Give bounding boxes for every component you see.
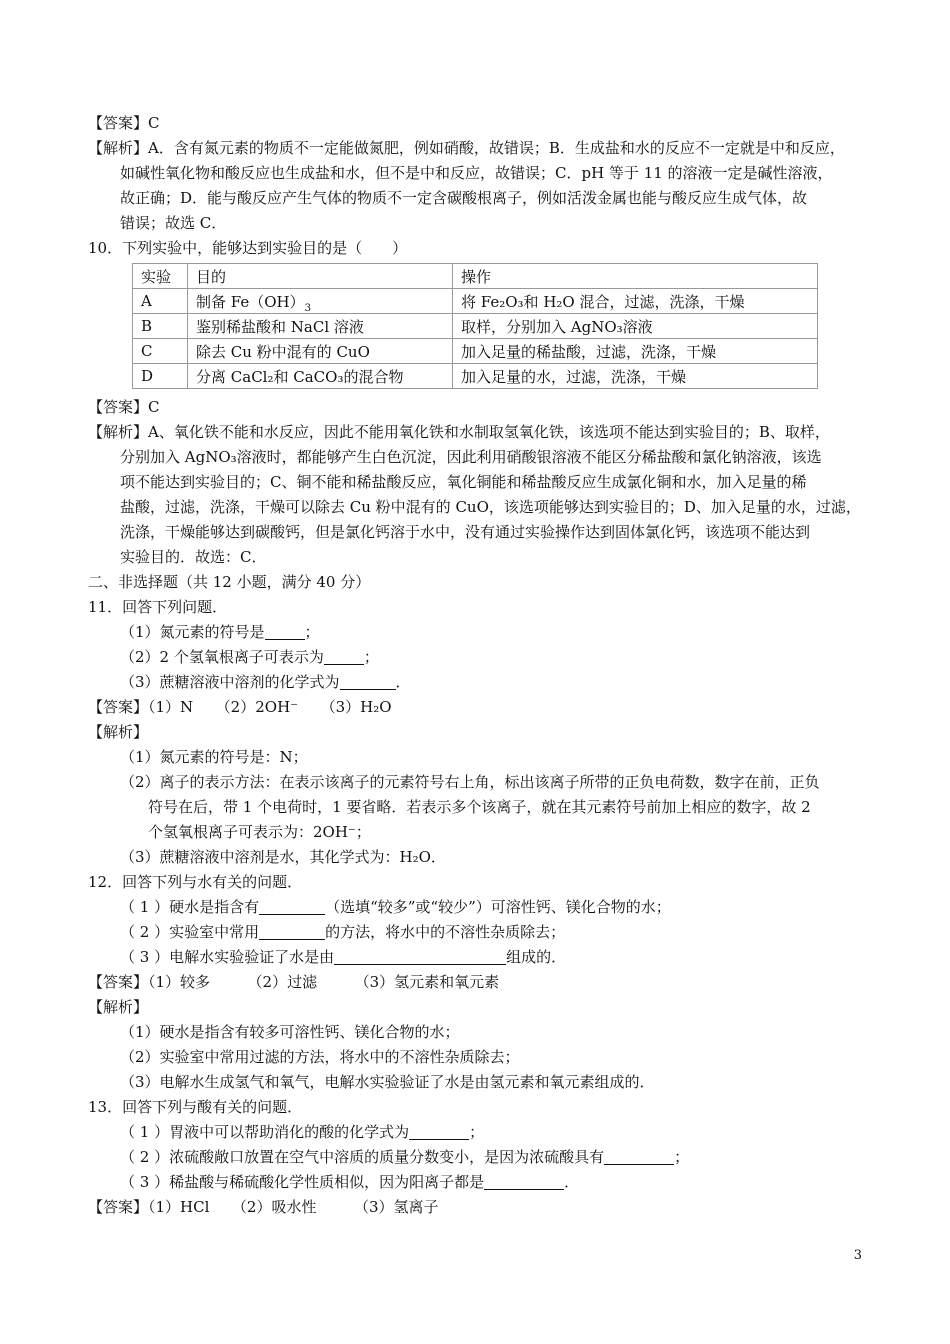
answer-blank[interactable] — [259, 924, 325, 940]
q13-answer — [88, 1197, 439, 1217]
table-row — [133, 364, 818, 389]
table-header-row — [133, 264, 818, 289]
q11-analysis-line: 个氢氧根离子可表示为：2OH⁻； — [148, 823, 371, 841]
q10-analysis-line: 洗涤，干燥能够达到碳酸钙，但是氯化钙溶于水中，没有通过实验操作达到固体氯化钙，该选项不能达到 — [120, 523, 811, 541]
q11-part — [120, 672, 411, 692]
q10-analysis-line: 项不能达到实验目的；C、铜不能和稀盐酸反应，氧化铜能和稀盐酸反应生成氯化铜和水，加入足量的稀 — [120, 473, 807, 491]
answer-blank[interactable] — [340, 674, 396, 690]
q13-stem: 13．回答下列与酸有关的问题． — [88, 1098, 303, 1116]
q10-analysis-line: 盐酸，过滤，洗涤，干燥可以除去 Cu 粉中混有的 CuO，该选项能够达到实验目的；D、加入足量的水，过滤， — [120, 498, 861, 516]
q12-analysis-tag: 【解析】 — [88, 998, 149, 1016]
table-cell-id: C — [133, 339, 188, 364]
table-row — [133, 339, 818, 364]
answer-tag: 【答案】 — [88, 698, 149, 716]
q12-part-end: （选填“较多”或“较少”）可溶性钙、镁化合物的水； — [325, 898, 671, 916]
q11-part-text: （1）氮元素的符号是 — [120, 623, 265, 641]
q9-answer: 【答案】C — [88, 114, 160, 132]
q13-part-text: （ 1 ）胃液中可以帮助消化的酸的化学式为 — [120, 1123, 410, 1141]
q12-part-text: （ 1 ）硬水是指含有 — [120, 898, 260, 916]
q11-part-end: ； — [304, 623, 320, 641]
q12-part-end: 的方法，将水中的不溶性杂质除去； — [325, 923, 566, 941]
q12-analysis-line: （3）电解水生成氢气和氧气，电解水实验验证了水是由氢元素和氧元素组成的． — [120, 1073, 655, 1091]
answer-blank[interactable] — [604, 1149, 674, 1165]
table-cell-id: B — [133, 314, 188, 339]
q11-analysis-line: 符号在后，带 1 个电荷时，1 要省略．若表示多个该离子，就在其元素符号前加上相应的数字，故 2 — [148, 798, 811, 816]
table-cell-goal: 除去 Cu 粉中混有的 CuO — [188, 339, 453, 364]
q12-part-text: （ 2 ）实验室中常用 — [120, 923, 260, 941]
q10-stem: 10．下列实验中，能够达到实验目的是（ ） — [88, 239, 408, 257]
q9-analysis-line: 如碱性氧化物和酸反应也生成盐和水，但不是中和反应，故错误；C．pH 等于 11 的溶液一定是碱性溶液， — [120, 164, 833, 182]
table-row — [133, 289, 818, 314]
q12-answer — [88, 972, 499, 992]
q10-analysis-line: 【解析】A、氧化铁不能和水反应，因此不能用氧化铁和水制取氢氧化铁，该选项不能达到实验目的；B、取样， — [88, 423, 830, 441]
answer-blank[interactable] — [334, 949, 506, 965]
q11-part — [120, 622, 320, 642]
table-cell-operation: 将 Fe₂O₃和 H₂O 混合，过滤，洗涤，干燥 — [453, 289, 818, 314]
table-row — [133, 314, 818, 339]
table-cell-operation: 取样，分别加入 AgNO₃溶液 — [453, 314, 818, 339]
q11-analysis-line: （1）氮元素的符号是：N； — [120, 748, 308, 766]
q12-part — [120, 922, 565, 942]
q12-part-text: （ 3 ）电解水实验验证了水是由 — [120, 948, 335, 966]
table-header-cell: 操作 — [453, 264, 818, 289]
q10-analysis-line: 分别加入 AgNO₃溶液时，都能够产生白色沉淀，因此利用硝酸银溶液不能区分稀盐酸和氯化钠溶液，该选 — [120, 448, 822, 466]
answer-blank[interactable] — [324, 649, 364, 665]
table-header-cell: 实验 — [133, 264, 188, 289]
answer-blank[interactable] — [265, 624, 305, 640]
q11-analysis-tag: 【解析】 — [88, 723, 149, 741]
q13-part-end: ； — [469, 1123, 485, 1141]
q12-analysis-line: （1）硬水是指含有较多可溶性钙、镁化合物的水； — [120, 1023, 460, 1041]
answer-text: （1）较多 （2）过滤 （3）氢元素和氧元素 — [148, 973, 500, 991]
table-cell-id: D — [133, 364, 188, 389]
page-number: 3 — [853, 1248, 862, 1263]
table-cell-goal: 分离 CaCl₂和 CaCO₃的混合物 — [188, 364, 453, 389]
answer-text: （1）HCl （2）吸水性 （3）氢离子 — [148, 1198, 439, 1216]
table-cell-goal — [188, 289, 453, 314]
q11-stem: 11．回答下列问题． — [88, 598, 228, 616]
table-cell-goal: 鉴别稀盐酸和 NaCl 溶液 — [188, 314, 453, 339]
q13-part-text: （ 3 ）稀盐酸与稀硫酸化学性质相似，因为阳离子都是 — [120, 1173, 485, 1191]
goal-subscript: 3 — [304, 302, 311, 314]
q11-analysis-line: （3）蔗糖溶液中溶剂是水，其化学式为：H₂O． — [120, 848, 446, 866]
q11-part-end: ； — [363, 648, 379, 666]
q12-part — [120, 947, 566, 967]
q9-analysis-line: 错误；故选 C． — [120, 214, 227, 232]
q11-answer — [88, 697, 392, 717]
q11-part — [120, 647, 379, 667]
table-cell-operation: 加入足量的水，过滤，洗涤，干燥 — [453, 364, 818, 389]
section-heading: 二、非选择题（共 12 小题，满分 40 分） — [88, 573, 371, 591]
q11-part-text: （3）蔗糖溶液中溶剂的化学式为 — [120, 673, 340, 691]
q12-part — [120, 897, 671, 917]
q12-part-end: 组成的． — [506, 948, 567, 966]
q12-stem: 12．回答下列与水有关的问题． — [88, 873, 303, 891]
table-header-cell: 目的 — [188, 264, 453, 289]
q10-answer: 【答案】C — [88, 398, 160, 416]
q9-analysis-line: 【解析】A．含有氮元素的物质不一定能做氮肥，例如硝酸，故错误；B．生成盐和水的反应不一定就是中和反应， — [88, 139, 845, 157]
q13-part-text: （ 2 ）浓硫酸敞口放置在空气中溶质的质量分数变小，是因为浓硫酸具有 — [120, 1148, 605, 1166]
answer-tag: 【答案】 — [88, 973, 149, 991]
answer-blank[interactable] — [484, 1174, 564, 1190]
q13-part — [120, 1122, 484, 1142]
q12-analysis-line: （2）实验室中常用过滤的方法，将水中的不溶性杂质除去； — [120, 1048, 520, 1066]
q9-analysis-line: 故正确；D．能与酸反应产生气体的物质不一定含碳酸根离子，例如活泼金属也能与酸反应生成气体，故 — [120, 189, 808, 207]
answer-blank[interactable] — [409, 1124, 469, 1140]
q11-part-text: （2）2 个氢氧根离子可表示为 — [120, 648, 324, 666]
answer-blank[interactable] — [259, 899, 325, 915]
table-cell-operation: 加入足量的稀盐酸，过滤，洗涤，干燥 — [453, 339, 818, 364]
experiment-table — [132, 263, 818, 389]
q13-part-end: ． — [564, 1173, 580, 1191]
q11-analysis-line: （2）离子的表示方法：在表示该离子的元素符号右上角，标出该离子所带的正负电荷数，数字在前，正负 — [120, 773, 820, 791]
answer-tag: 【答案】 — [88, 1198, 149, 1216]
goal-text: 制备 Fe（OH） — [196, 292, 305, 311]
table-cell-id: A — [133, 289, 188, 314]
answer-text: （1）N （2）2OH⁻ （3）H₂O — [148, 698, 392, 716]
q13-part-end: ； — [674, 1148, 690, 1166]
q13-part — [120, 1172, 579, 1192]
q10-analysis-line: 实验目的．故选：C． — [120, 548, 267, 566]
q13-part — [120, 1147, 689, 1167]
q11-part-end: ． — [395, 673, 411, 691]
